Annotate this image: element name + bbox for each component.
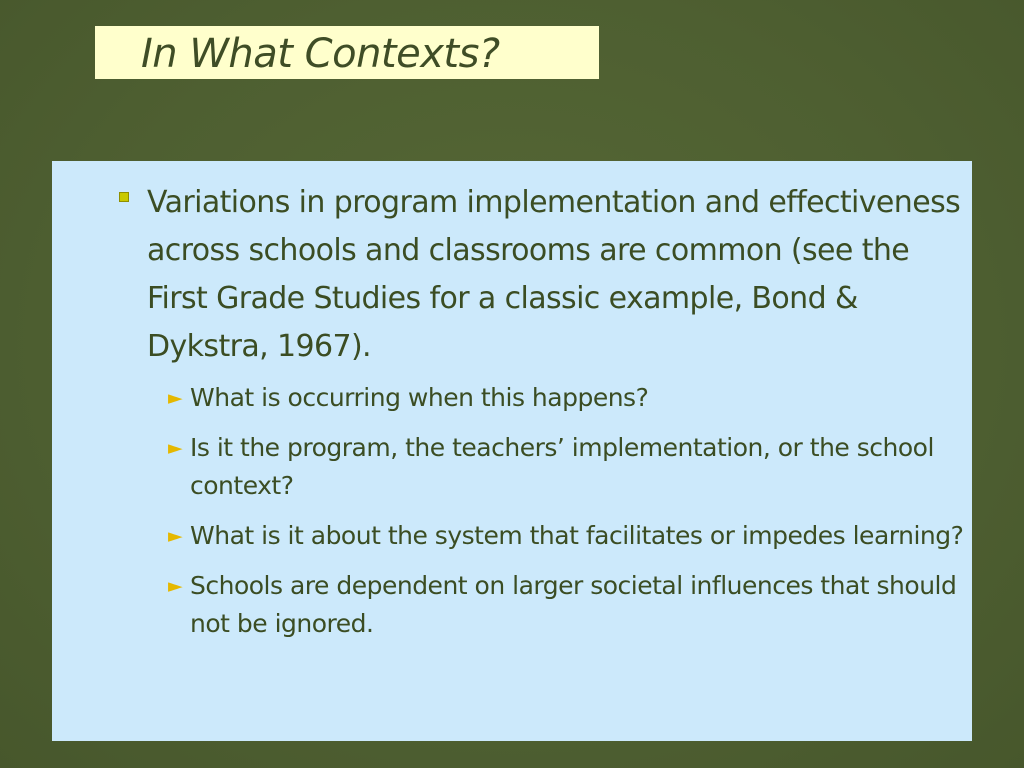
sub-bullet-text: What is it about the system that facilitates or impedes learning? [190, 521, 964, 550]
sub-bullet [168, 429, 968, 505]
sub-bullet-text: Is it the program, the teachers’ implementation, or the school context? [190, 433, 934, 500]
sub-bullet-list [168, 379, 968, 655]
arrow-bullet-icon: ► [168, 437, 183, 459]
content-box [52, 161, 972, 741]
sub-bullet [168, 379, 968, 417]
arrow-bullet-icon: ► [168, 387, 183, 409]
arrow-bullet-icon: ► [168, 575, 183, 597]
arrow-bullet-icon: ► [168, 525, 183, 547]
sub-bullet [168, 517, 968, 555]
sub-bullet-text: Schools are dependent on larger societal influences that should not be ignored. [190, 571, 957, 638]
square-bullet-icon [119, 192, 129, 202]
title-box [95, 26, 599, 79]
slide-title: In What Contexts? [141, 31, 500, 77]
sub-bullet-text: What is occurring when this happens? [190, 383, 649, 412]
main-bullet [119, 179, 964, 371]
sub-bullet [168, 567, 968, 643]
main-bullet-text: Variations in program implementation and effectiveness across schools and classrooms are common (see the First Grade Studies for a classic example, Bond & Dykstra, 1967). [147, 185, 961, 364]
